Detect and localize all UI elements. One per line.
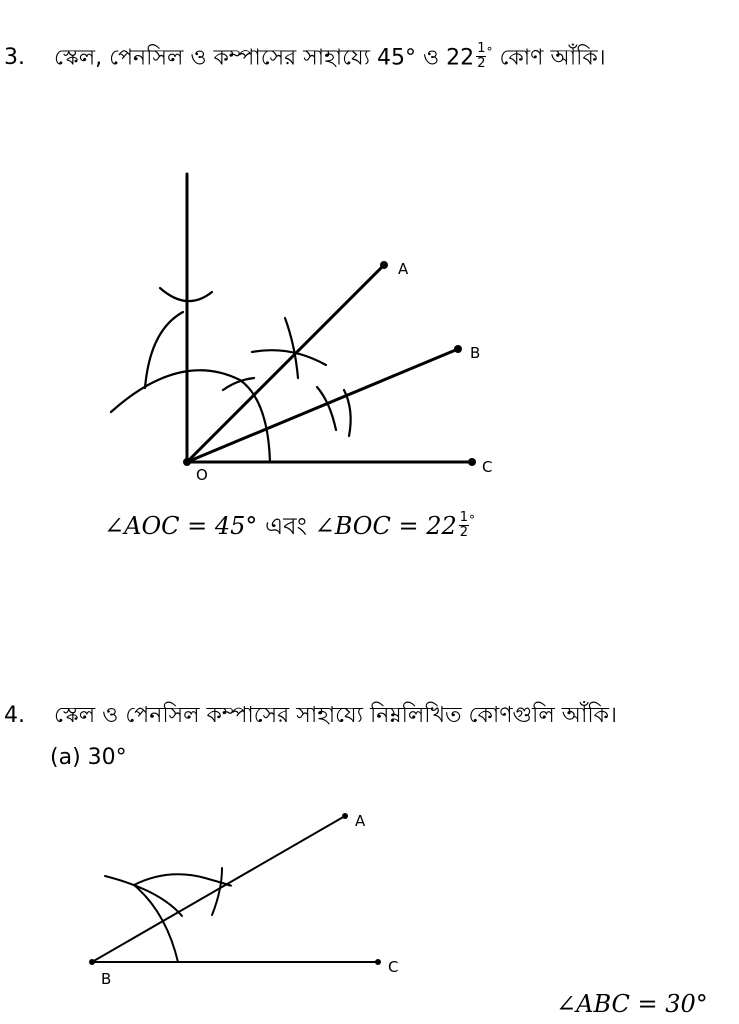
question-3-degree: ° <box>486 45 493 59</box>
arc-main-q4-low <box>134 885 178 962</box>
label-b-q3: B <box>470 344 481 362</box>
question-3-number: 3. <box>4 45 25 70</box>
question-4-number: 4. <box>4 703 25 728</box>
question-4-line <box>4 702 739 732</box>
point-b <box>454 345 462 353</box>
label-a-q3: A <box>398 260 409 278</box>
result-fraction <box>459 511 469 540</box>
question-3-text-suffix: কোণ আঁকি। <box>492 45 606 71</box>
result-angle-boc: ∠BOC = 22 <box>314 512 457 540</box>
point-c <box>468 458 476 466</box>
ray-ba <box>92 816 345 962</box>
result-angle-abc: ∠ABC = 30° <box>556 990 708 1018</box>
question-4a-label: (a) 30° <box>50 745 127 770</box>
arc-main <box>111 370 270 462</box>
point-c-q4 <box>375 959 381 965</box>
point-b-q4 <box>89 959 95 965</box>
ray-oa <box>187 265 384 462</box>
arc-cross-q4-a <box>105 876 182 916</box>
ray-ob <box>187 349 458 462</box>
result-joiner: এবং <box>257 512 315 540</box>
arc-cross-45-b <box>252 350 326 365</box>
question-4-text: স্কেল ও পেনসিল কম্পাসের সাহায্যে নিম্নলিখিত কোণগুলি আঁকি। <box>54 703 617 728</box>
result-angle-aoc: ∠AOC = 45° <box>104 512 258 540</box>
result-frac-den: 2 <box>459 524 469 540</box>
label-o-q3: O <box>196 466 208 484</box>
arc-cross-45-a <box>285 318 298 378</box>
label-c-q3: C <box>482 458 493 476</box>
result-degree: ° <box>469 513 476 527</box>
label-a-q4: A <box>355 812 366 830</box>
question-4-result <box>556 988 708 1020</box>
question-3-result <box>104 510 475 542</box>
arc-cross-22-a <box>317 387 336 430</box>
label-c-q4: C <box>388 958 399 976</box>
question-3-frac-den: 2 <box>477 56 486 71</box>
label-b-q4: B <box>101 970 112 988</box>
point-o <box>183 458 191 466</box>
question-3-text-prefix: স্কেল, পেনসিল ও কম্পাসের সাহায্যে 45° ও 22 <box>54 45 475 71</box>
point-a <box>380 261 388 269</box>
point-a-q4 <box>342 813 348 819</box>
arc-main-q4 <box>134 874 231 885</box>
question-3-frac-num: 1 <box>477 41 486 56</box>
question-4a-line <box>50 744 127 772</box>
result-frac-num: 1 <box>459 509 469 525</box>
